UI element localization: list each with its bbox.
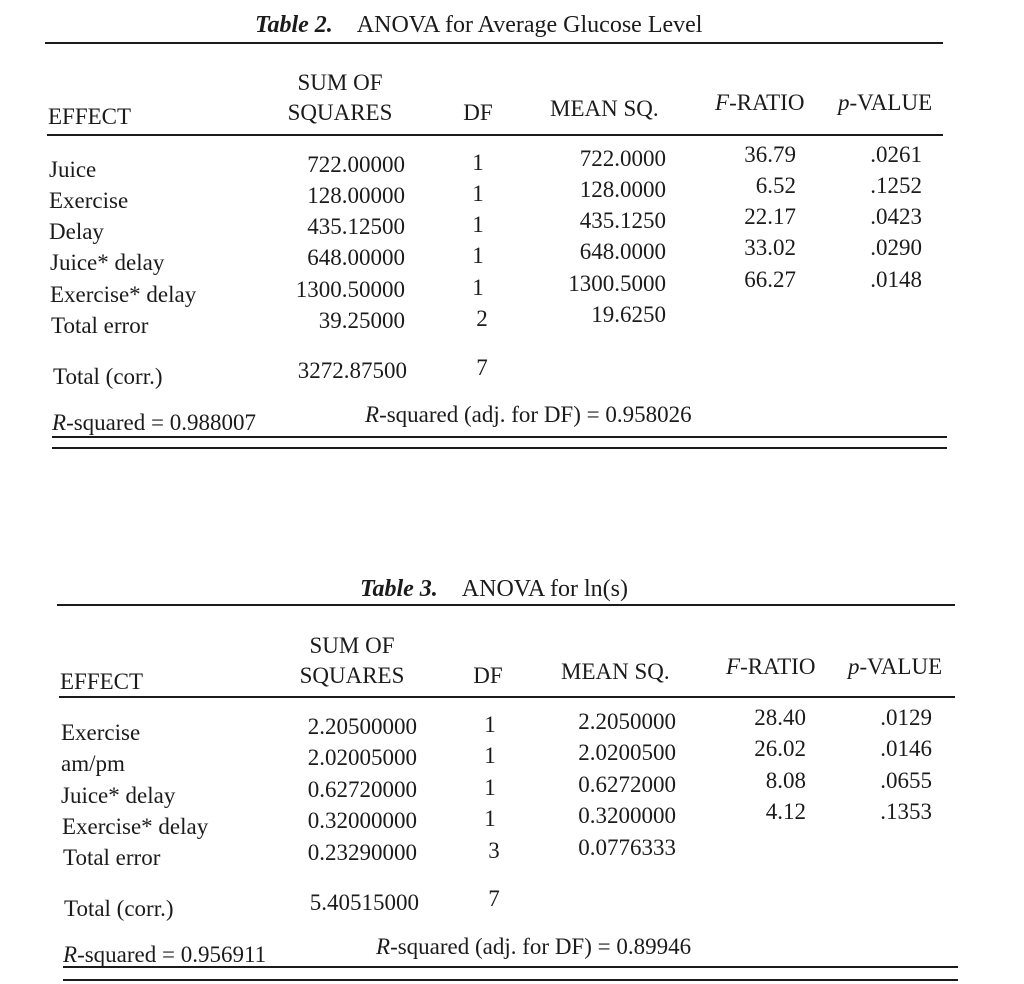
- table-number: Table 3.: [360, 576, 438, 602]
- effect-cell: Total error: [63, 845, 161, 870]
- df-cell: 3: [488, 838, 500, 863]
- f-cell: 26.02: [754, 736, 806, 761]
- f-cell: 33.02: [744, 235, 796, 260]
- p-cell: .1353: [880, 799, 932, 824]
- r-squared-adj: R-squared (adj. for DF) = 0.89946: [376, 934, 692, 959]
- p-cell: .0129: [880, 705, 932, 730]
- table-caption: [255, 12, 702, 39]
- df-cell: 1: [472, 212, 484, 237]
- ms-cell: 648.0000: [579, 239, 666, 264]
- bottom-rule-1: [63, 966, 958, 968]
- top-rule: [45, 42, 943, 44]
- top-rule: [57, 604, 955, 606]
- header-p-value: p-VALUE: [848, 654, 943, 679]
- header-ss-line1: SUM OF: [297, 70, 383, 95]
- ss-cell: 128.00000: [307, 183, 405, 208]
- df-cell: 1: [484, 712, 496, 737]
- f-cell: 66.27: [744, 267, 796, 292]
- ss-cell: 648.00000: [307, 245, 405, 270]
- effect-cell: Exercise: [61, 720, 141, 745]
- header-mean-sq: MEAN SQ.: [550, 96, 659, 121]
- effect-cell: Total error: [51, 313, 149, 338]
- ss-cell: 722.00000: [307, 152, 405, 177]
- header-effect: EFFECT: [48, 104, 132, 129]
- header-ss-line2: SQUARES: [287, 100, 393, 125]
- df-cell: 1: [472, 181, 484, 206]
- bottom-rule-1: [52, 436, 947, 438]
- ms-cell: 2.0200500: [578, 740, 676, 765]
- header-ss-line1: SUM OF: [309, 633, 395, 658]
- table-title: ANOVA for ln(s): [461, 576, 628, 602]
- ms-cell: 0.0776333: [578, 835, 676, 860]
- p-cell: .0261: [870, 142, 922, 167]
- ms-cell: 435.1250: [579, 208, 666, 233]
- r-squared: R-squared = 0.988007: [52, 410, 256, 435]
- p-cell: .0148: [870, 267, 922, 292]
- ms-cell: 1300.5000: [568, 271, 666, 296]
- ss-cell: 2.02005000: [307, 745, 417, 770]
- header-rule: [59, 696, 955, 698]
- f-cell: 8.08: [765, 768, 806, 793]
- effect-cell: Total (corr.): [64, 896, 174, 921]
- header-effect: EFFECT: [60, 669, 144, 694]
- bottom-rule-2: [63, 979, 958, 981]
- header-mean-sq: MEAN SQ.: [561, 659, 670, 684]
- r-squared: R-squared = 0.956911: [63, 942, 267, 967]
- ss-cell: 3272.87500: [297, 358, 407, 383]
- header-f-ratio: F-RATIO: [726, 654, 816, 679]
- p-cell: .0146: [880, 736, 932, 761]
- p-cell: .0290: [870, 235, 922, 260]
- bottom-rule-2: [52, 447, 947, 449]
- f-cell: 28.40: [754, 705, 806, 730]
- p-cell: .0655: [880, 768, 932, 793]
- effect-cell: Delay: [49, 219, 104, 244]
- header-f-ratio: F-RATIO: [715, 90, 805, 115]
- f-cell: 4.12: [765, 799, 806, 824]
- header-p-value: p-VALUE: [838, 90, 933, 115]
- df-cell: 1: [472, 150, 484, 175]
- df-cell: 1: [472, 243, 484, 268]
- ms-cell: 0.3200000: [578, 803, 676, 828]
- df-cell: 7: [488, 886, 500, 911]
- header-rule: [47, 134, 943, 136]
- header-ss-line2: SQUARES: [299, 663, 405, 688]
- effect-cell: Juice: [49, 157, 97, 182]
- header-df: DF: [463, 100, 493, 125]
- ss-cell: 1300.50000: [295, 277, 405, 302]
- ss-cell: 5.40515000: [309, 890, 419, 915]
- df-cell: 1: [484, 806, 496, 831]
- ss-cell: 0.32000000: [307, 808, 417, 833]
- header-df: DF: [473, 663, 503, 688]
- effect-cell: Total (corr.): [53, 364, 163, 389]
- r-squared-adj: R-squared (adj. for DF) = 0.958026: [365, 402, 692, 427]
- ms-cell: 0.6272000: [578, 772, 676, 797]
- ss-cell: 0.23290000: [307, 840, 417, 865]
- df-cell: 1: [484, 743, 496, 768]
- df-cell: 1: [472, 275, 484, 300]
- ms-cell: 722.0000: [579, 146, 666, 171]
- effect-cell: Juice* delay: [50, 250, 165, 275]
- effect-cell: Exercise* delay: [62, 814, 209, 839]
- f-cell: 36.79: [744, 142, 796, 167]
- df-cell: 1: [484, 775, 496, 800]
- p-cell: .1252: [870, 173, 922, 198]
- f-cell: 22.17: [744, 204, 796, 229]
- f-cell: 6.52: [755, 173, 796, 198]
- df-cell: 2: [476, 306, 488, 331]
- ms-cell: 128.0000: [579, 177, 666, 202]
- ms-cell: 19.6250: [591, 302, 666, 327]
- table-caption: [360, 576, 628, 603]
- effect-cell: Exercise: [49, 188, 129, 213]
- ss-cell: 39.25000: [318, 308, 405, 333]
- ss-cell: 0.62720000: [307, 777, 417, 802]
- effect-cell: am/pm: [61, 751, 125, 776]
- ss-cell: 435.12500: [307, 214, 405, 239]
- table-title: ANOVA for Average Glucose Level: [356, 12, 703, 38]
- p-cell: .0423: [870, 204, 922, 229]
- ms-cell: 2.2050000: [578, 709, 676, 734]
- effect-cell: Exercise* delay: [50, 282, 197, 307]
- ss-cell: 2.20500000: [307, 714, 417, 739]
- effect-cell: Juice* delay: [61, 783, 176, 808]
- df-cell: 7: [476, 355, 488, 380]
- table-number: Table 2.: [255, 12, 333, 38]
